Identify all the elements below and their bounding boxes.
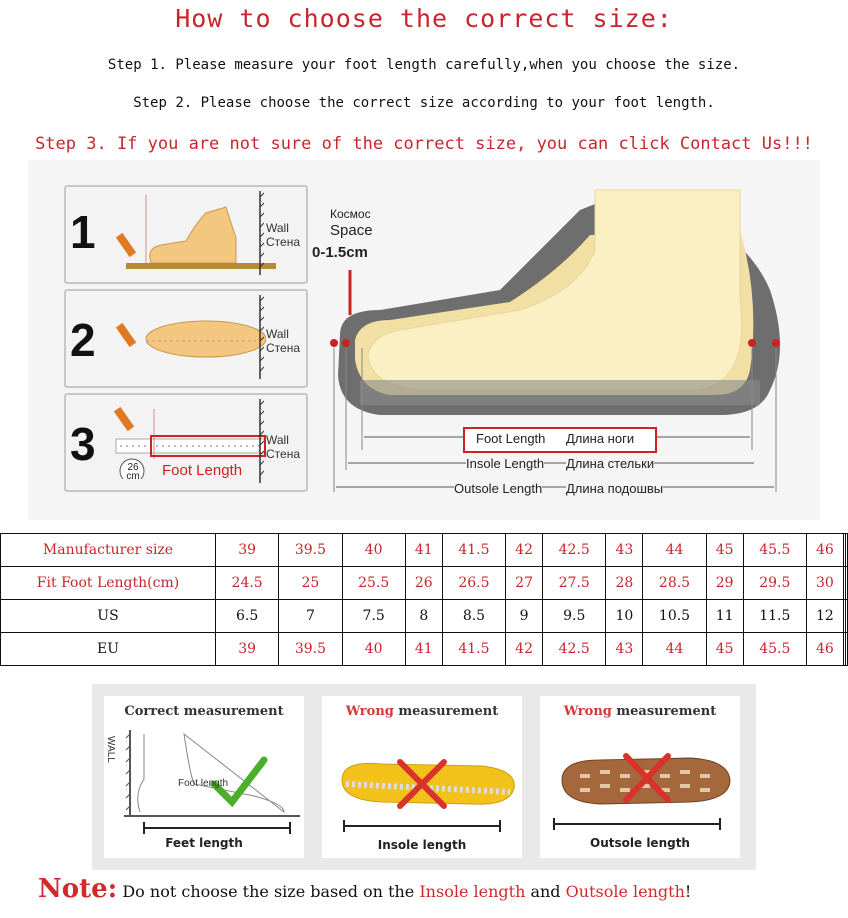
- feet-length-caption: Feet length: [165, 836, 243, 850]
- step-2-text: Step 2. Please choose the correct size according to your foot length.: [133, 95, 715, 111]
- note-insole: Insole length: [419, 882, 526, 901]
- table-cell: 46: [806, 633, 843, 666]
- measurement-label: measurement: [393, 704, 499, 719]
- feet-length-bracket: [142, 822, 292, 834]
- wall-label-ru: Стена: [266, 341, 301, 355]
- wall-label: WALL: [105, 736, 116, 763]
- foot-top-icon: [106, 297, 266, 377]
- foot-side-icon: [106, 193, 276, 273]
- note-outsole: Outsole length: [565, 882, 685, 901]
- table-cell: 39.5: [279, 633, 342, 666]
- table-cell: 41.5: [442, 534, 505, 567]
- table-cell: 7: [279, 600, 342, 633]
- cm-unit: cm: [126, 471, 140, 482]
- table-cell: 39: [216, 633, 279, 666]
- table-cell: 27: [506, 567, 543, 600]
- wall-hatch-icon: [254, 191, 264, 275]
- table-cell: 41: [405, 633, 442, 666]
- table-cell: 9.5: [543, 600, 606, 633]
- insole-length-ru: Длина стельки: [566, 456, 655, 471]
- table-cell: 7.5: [342, 600, 405, 633]
- table-cell: 8.5: [442, 600, 505, 633]
- table-cell: 26.5: [442, 567, 505, 600]
- step-3-text: Step 3. If you are not sure of the correct size, you can click Contact Us!!!: [35, 134, 813, 154]
- table-cell: 10.5: [643, 600, 706, 633]
- table-cell: 28.5: [643, 567, 706, 600]
- table-cell: 44: [643, 633, 706, 666]
- wall-label-en: Wall: [266, 221, 289, 235]
- table-cell: 39: [216, 534, 279, 567]
- wall-hatch-icon: [254, 295, 264, 379]
- table-cell: 29: [706, 567, 743, 600]
- table-cell: 39.5: [279, 534, 342, 567]
- wrong-label: Wrong: [563, 704, 612, 719]
- correct-foot-icon: [104, 724, 304, 824]
- wall-label-en: Wall: [266, 327, 289, 341]
- outsole-length-bracket: [552, 818, 722, 830]
- step-panel-2: [64, 289, 308, 388]
- table-cell: 45.5: [743, 534, 806, 567]
- table-cell: 9: [506, 600, 543, 633]
- page-title: How to choose the correct size:: [175, 4, 673, 33]
- correct-measurement-title: Correct measurement: [124, 704, 284, 719]
- note-and: and: [525, 882, 566, 901]
- size-chart-table: [0, 533, 848, 666]
- foot-length-small-label: Foot length: [178, 778, 229, 789]
- table-cell: 25.5: [342, 567, 405, 600]
- correct-measurement-card: [104, 696, 304, 858]
- table-cell: [845, 633, 847, 666]
- foot-length-en: Foot Length: [476, 431, 546, 446]
- table-cell: 30: [806, 567, 843, 600]
- outsole-length-caption: Outsole length: [590, 836, 690, 850]
- insole-icon: [332, 740, 517, 820]
- wrong-label: Wrong: [345, 704, 394, 719]
- space-range: 0-1.5cm: [312, 244, 368, 261]
- table-cell: 43: [606, 534, 643, 567]
- outsole-length-en: Outsole Length: [454, 481, 543, 496]
- table-cell: 6.5: [216, 600, 279, 633]
- foot-length-ru: Длина ноги: [566, 431, 635, 446]
- table-cell: 26: [405, 567, 442, 600]
- step-number-2: 2: [70, 314, 96, 366]
- table-cell: 29.5: [743, 567, 806, 600]
- wrong-insole-card: [322, 696, 522, 858]
- row-label: Manufacturer size: [1, 534, 216, 567]
- table-cell: 27.5: [543, 567, 606, 600]
- wrong-outsole-card: [540, 696, 740, 858]
- table-cell: 42: [506, 633, 543, 666]
- table-cell: [845, 567, 847, 600]
- wall-hatch-icon: [254, 399, 264, 483]
- table-cell: 43: [606, 633, 643, 666]
- wall-label-ru: Стена: [266, 235, 301, 249]
- note-text: Do not choose the size based on the: [117, 882, 420, 901]
- table-cell: 42: [506, 534, 543, 567]
- table-cell: [845, 600, 847, 633]
- table-cell: 41: [405, 534, 442, 567]
- table-cell: 28: [606, 567, 643, 600]
- table-cell: 8: [405, 600, 442, 633]
- foot-length-highlight: [150, 435, 266, 457]
- table-cell: 45: [706, 534, 743, 567]
- table-cell: 40: [342, 534, 405, 567]
- step-1-text: Step 1. Please measure your foot length carefully,when you choose the size.: [107, 57, 741, 73]
- space-label-en: Space: [330, 222, 373, 239]
- table-cell: 41.5: [442, 633, 505, 666]
- panel-foot-length-label: Foot Length: [162, 462, 243, 479]
- table-cell: 40: [342, 633, 405, 666]
- cm-number: 26: [127, 462, 139, 473]
- step-number-3: 3: [70, 418, 96, 470]
- note-line: [38, 874, 691, 904]
- wall-label-en: Wall: [266, 433, 289, 447]
- table-row: [1, 567, 848, 600]
- note-end: !: [684, 882, 692, 901]
- insole-length-bracket: [342, 820, 502, 832]
- table-cell: 24.5: [216, 567, 279, 600]
- table-cell: 45.5: [743, 633, 806, 666]
- step-panel-3: [64, 393, 308, 492]
- note-label: Note:: [38, 874, 118, 904]
- table-cell: 45: [706, 633, 743, 666]
- shoe-cross-section-illustration: [320, 180, 790, 510]
- row-label: EU: [1, 633, 216, 666]
- insole-length-en: Insole Length: [466, 456, 545, 471]
- table-row: [1, 633, 848, 666]
- outsole-length-ru: Длина подошвы: [566, 481, 664, 496]
- step-panel-1: [64, 185, 308, 284]
- table-cell: 11.5: [743, 600, 806, 633]
- table-row: [1, 534, 848, 567]
- table-cell: 10: [606, 600, 643, 633]
- table-cell: 12: [806, 600, 843, 633]
- space-label-ru: Космос: [330, 207, 371, 221]
- table-cell: 46: [806, 534, 843, 567]
- step-number-1: 1: [70, 206, 96, 258]
- table-cell: 25: [279, 567, 342, 600]
- measurement-label: measurement: [611, 704, 717, 719]
- table-cell: 42.5: [543, 534, 606, 567]
- table-cell: 11: [706, 600, 743, 633]
- table-row: [1, 600, 848, 633]
- wall-label-ru: Стена: [266, 447, 301, 461]
- table-cell: 42.5: [543, 633, 606, 666]
- outsole-icon: [550, 736, 735, 821]
- table-cell: [845, 534, 847, 567]
- row-label: Fit Foot Length(cm): [1, 567, 216, 600]
- table-cell: 44: [643, 534, 706, 567]
- row-label: US: [1, 600, 216, 633]
- insole-length-caption: Insole length: [377, 838, 467, 852]
